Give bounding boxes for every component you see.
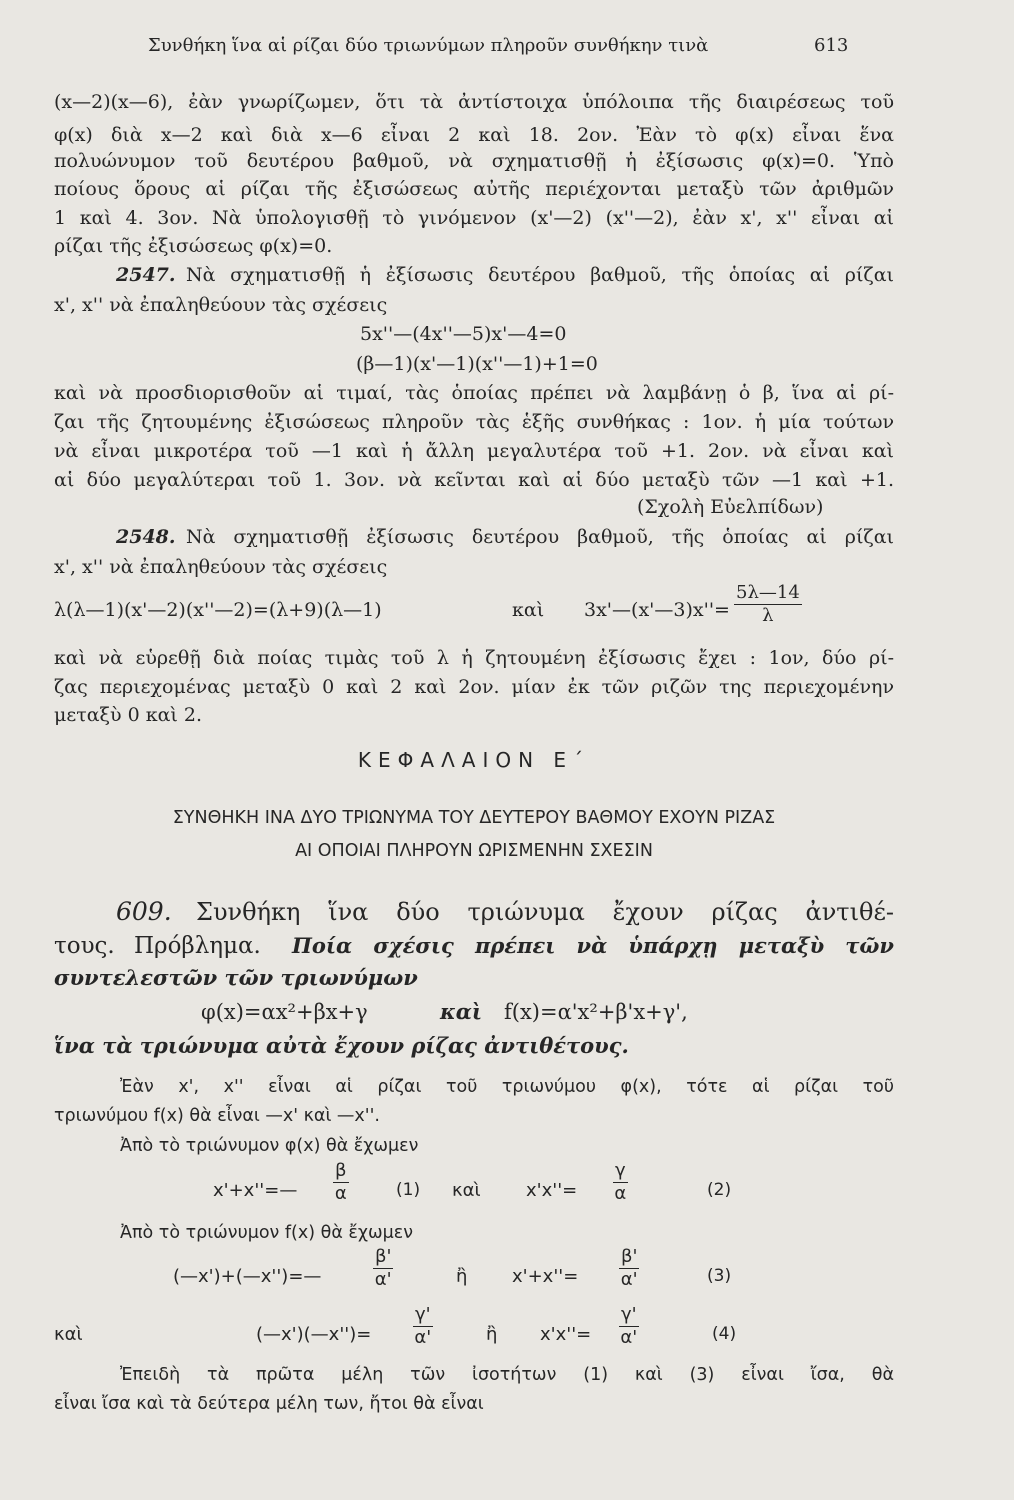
chapter-title-line-2: ΑΙ ΟΠΟΙΑΙ ΠΛΗΡΟΥΝ ΩΡΙΣΜΕΝΗΝ ΣΧΕΣΙΝ <box>295 841 653 861</box>
fraction-numerator: γ' <box>621 1304 637 1325</box>
equation: φ(x)=αx²+βx+γ <box>201 1000 368 1024</box>
text-line: καὶ νὰ προσδιορισθοῦν αἱ τιμαί, τὰς ὁποίας πρέπει νὰ λαμβάνῃ ὁ β, ἵνα αἱ ρί- <box>54 382 894 404</box>
fraction-denominator: α <box>614 1183 627 1204</box>
page-number: 613 <box>814 35 849 56</box>
fraction-numerator: β' <box>621 1246 638 1267</box>
text-line: ζας περιεχομένας μεταξὺ 0 καὶ 2 καὶ 2ον. μίαν ἐκ τῶν ριζῶν της περιεχομένην <box>54 676 894 698</box>
fraction <box>413 1304 433 1349</box>
text-line: ποίους ὅρους αἱ ρίζαι τῆς ἐξισώσεως αὐτῆς περιέχονται μεταξὺ τῶν ἀριθμῶν <box>54 178 894 200</box>
fraction-denominator: α' <box>414 1327 432 1348</box>
equation: λ(λ—1)(x'—2)(x''—2)=(λ+9)(λ—1) <box>54 599 382 621</box>
problem-statement: ἵνα τὰ τριώνυμα αὐτὰ ἔχουν ρίζας ἀντιθέτους. <box>54 1033 629 1058</box>
fraction <box>619 1246 639 1291</box>
text-line: Νὰ σχηματισθῇ ἡ ἐξίσωσις δευτέρου βαθμοῦ, τῆς ὁποίας αἱ ρίζαι <box>186 264 894 286</box>
fraction-numerator: β' <box>375 1246 392 1267</box>
text-line: μεταξὺ 0 καὶ 2. <box>54 704 203 726</box>
problem-statement: συντελεστῶν τῶν τριωνύμων <box>54 965 418 990</box>
exercise-number-2547: 2547. <box>116 264 176 286</box>
fraction-numerator: β <box>335 1160 347 1181</box>
text-line: Ἐὰν x', x'' εἶναι αἱ ρίζαι τοῦ τριωνύμου φ(x), τότε αἱ ρίζαι τοῦ <box>120 1077 894 1097</box>
text-line: ζαι τῆς ζητουμένης ἐξισώσεως πληροῦν τὰς ἑξῆς συνθήκας : 1ον. ἡ μία τούτων <box>54 411 894 433</box>
exercise-number-2548: 2548. <box>116 526 176 548</box>
equation: x'x''= <box>540 1324 592 1345</box>
fraction <box>619 1304 639 1349</box>
equation-tag: (1) <box>396 1180 421 1200</box>
equation: 3x'—(x'—3)x''= <box>584 599 730 621</box>
text-line: αἱ δύο μεγαλύτεραι τοῦ 1. 3ον. νὰ κεῖνται καὶ αἱ δύο μεταξὺ τῶν —1 καὶ +1. <box>54 469 894 491</box>
fraction <box>734 582 802 627</box>
source-note: (Σχολὴ Εὐελπίδων) <box>637 496 824 518</box>
chapter-title-line-1: ΣΥΝΘΗΚΗ ΙΝΑ ΔΥΟ ΤΡΙΩΝΥΜΑ ΤΟΥ ΔΕΥΤΕΡΟΥ ΒΑΘΜΟΥ ΕΧΟΥΝ ΡΙΖΑΣ <box>172 808 776 828</box>
equation-connector: ἢ <box>456 1266 468 1287</box>
text-line: καὶ νὰ εὑρεθῇ διὰ ποίας τιμὰς τοῦ λ ἡ ζητουμένη ἐξίσωσις ἔχει : 1ον, δύο ρί- <box>54 647 894 669</box>
text-line: x', x'' νὰ ἐπαληθεύουν τὰς σχέσεις <box>54 294 388 316</box>
equation-connector: καὶ <box>452 1180 481 1201</box>
equation-tag: (2) <box>707 1180 732 1200</box>
equation: (β—1)(x'—1)(x''—1)+1=0 <box>356 353 598 375</box>
text-line: τριωνύμου f(x) θὰ εἶναι —x' καὶ —x''. <box>54 1106 380 1126</box>
text-line: Ἐπειδὴ τὰ πρῶτα μέλη τῶν ἰσοτήτων (1) καὶ (3) εἶναι ἴσα, θὰ <box>120 1365 894 1385</box>
fraction-denominator: α' <box>620 1269 638 1290</box>
equation: (—x')+(—x'')=— <box>173 1266 322 1287</box>
text-line: νὰ εἶναι μικροτέρα τοῦ —1 καὶ ἡ ἄλλη μεγαλυτέρα τοῦ +1. 2ον. νὰ εἶναι καὶ <box>54 440 894 462</box>
text-line: πολυώνυμον τοῦ δευτέρου βαθμοῦ, νὰ σχηματισθῇ ἡ ἐξίσωσις φ(x)=0. Ὑπὸ <box>54 150 894 172</box>
text-line: Ἀπὸ τὸ τριώνυμον φ(x) θὰ ἔχωμεν <box>120 1136 419 1156</box>
equation: 5x''—(4x''—5)x'—4=0 <box>360 323 567 345</box>
text-line: Ἀπὸ τὸ τριώνυμον f(x) θὰ ἔχωμεν <box>120 1223 414 1243</box>
text-line: x', x'' νὰ ἐπαληθεύουν τὰς σχέσεις <box>54 556 388 578</box>
section-title-line: τους. <box>54 933 115 959</box>
fraction-denominator: α' <box>374 1269 392 1290</box>
equation: x'+x''= <box>512 1266 579 1287</box>
section-number: 609. <box>116 897 172 926</box>
text-line: (x—2)(x—6), ἐὰν γνωρίζωμεν, ὅτι τὰ ἀντίστοιχα ὑπόλοιπα τῆς διαιρέσεως τοῦ <box>54 91 894 113</box>
chapter-label: ΚΕΦΑΛΑΙΟΝ Ε΄ <box>357 748 591 772</box>
fraction <box>373 1246 393 1291</box>
fraction-denominator: λ <box>762 605 774 626</box>
equation: x'x''= <box>526 1180 578 1201</box>
equation-connector: καὶ <box>54 1324 83 1345</box>
section-title-line: Συνθήκη ἵνα δύο τριώνυμα ἔχουν ρίζας ἀντιθέ- <box>196 898 894 926</box>
text-line: φ(x) διὰ x—2 καὶ διὰ x—6 εἶναι 2 καὶ 18. 2ον. Ἐὰν τὸ φ(x) εἶναι ἕνα <box>54 124 894 146</box>
equation-connector: καὶ <box>440 999 483 1024</box>
fraction <box>333 1160 349 1205</box>
text-line: εἶναι ἴσα καὶ τὰ δεύτερα μέλη των, ἤτοι θὰ εἶναι <box>54 1394 484 1414</box>
text-line: ρίζαι τῆς ἐξισώσεως φ(x)=0. <box>54 235 333 257</box>
fraction <box>613 1160 628 1205</box>
section-title-problem: Πρόβλημα. <box>134 933 261 959</box>
text-line: 1 καὶ 4. 3ον. Νὰ ὑπολογισθῇ τὸ γινόμενον (x'—2) (x''—2), ἐὰν x', x'' εἶναι αἱ <box>54 207 894 229</box>
equation-connector: ἢ <box>486 1324 498 1345</box>
equation-connector: καὶ <box>512 599 545 621</box>
equation: (—x')(—x'')= <box>256 1324 372 1345</box>
equation: f(x)=α'x²+β'x+γ', <box>504 1000 688 1024</box>
equation-tag: (3) <box>707 1266 732 1286</box>
equation: x'+x''=— <box>213 1180 298 1201</box>
problem-statement: Ποία σχέσις πρέπει νὰ ὑπάρχῃ μεταξὺ τῶν <box>292 933 894 958</box>
fraction-numerator: γ' <box>415 1304 431 1325</box>
running-title: Συνθήκη ἵνα αἱ ρίζαι δύο τριωνύμων πληροῦν συνθήκην τινὰ <box>148 35 709 56</box>
equation-tag: (4) <box>712 1324 737 1344</box>
fraction-numerator: γ <box>615 1160 626 1181</box>
fraction-denominator: α' <box>620 1327 638 1348</box>
fraction-denominator: α <box>334 1183 347 1204</box>
text-line: Νὰ σχηματισθῇ ἐξίσωσις δευτέρου βαθμοῦ, τῆς ὁποίας αἱ ρίζαι <box>186 526 894 548</box>
fraction-numerator: 5λ—14 <box>736 582 800 603</box>
